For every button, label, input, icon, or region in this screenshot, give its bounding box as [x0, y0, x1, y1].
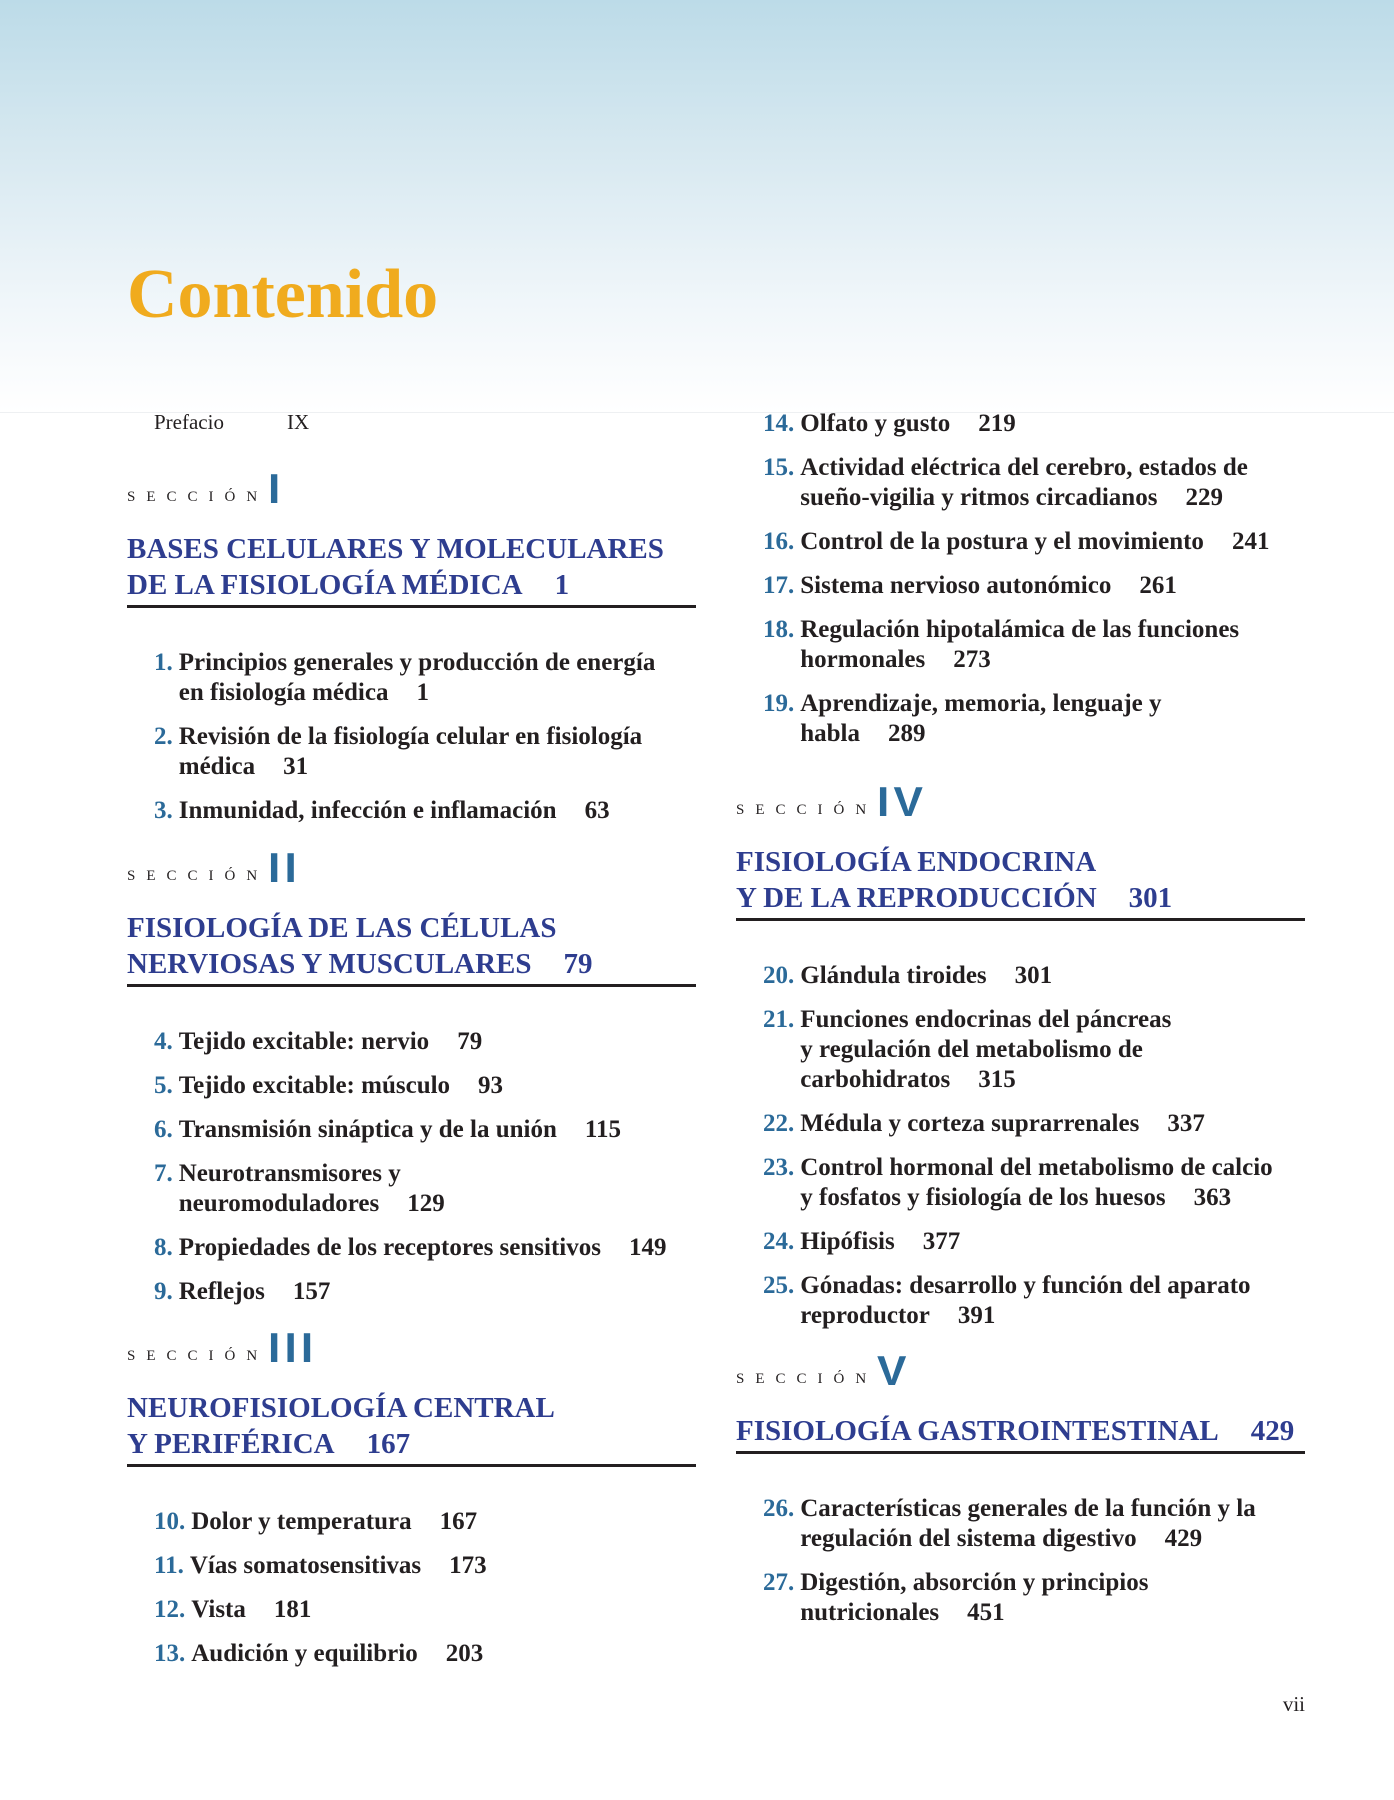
chapter-title-line [190, 1551, 696, 1581]
chapter-title-text: Sistema nervioso autonómico [800, 572, 1112, 599]
section-title[interactable] [736, 1413, 1305, 1454]
chapter-title-text: Revisión de la fisiología celular en fisiología [178, 723, 643, 750]
chapter-entry[interactable] [154, 1027, 696, 1057]
chapter-entry[interactable] [763, 1005, 1305, 1095]
chapter-page: 157 [292, 1278, 331, 1305]
chapter-number: 18. [763, 616, 795, 643]
chapter-page: 241 [1231, 528, 1270, 555]
preface-page: IX [287, 410, 310, 434]
preface-entry [154, 409, 310, 435]
chapter-number: 4. [154, 1028, 173, 1055]
chapter-number: 10. [154, 1508, 186, 1535]
chapter-title-line [800, 527, 1305, 557]
section-title[interactable] [127, 1390, 696, 1467]
chapter-entry[interactable] [154, 648, 696, 708]
chapter-page: 219 [978, 410, 1016, 437]
chapter-title [179, 648, 696, 708]
section-label [736, 778, 1305, 825]
section-title-line [736, 844, 1305, 880]
chapter-title-line [800, 409, 1305, 439]
section-title[interactable] [127, 531, 696, 608]
section-title-line [127, 531, 696, 567]
section-title-text: FISIOLOGÍA GASTROINTESTINAL [736, 1415, 1219, 1447]
chapter-page: 79 [457, 1028, 483, 1055]
chapter-title-text: Actividad eléctrica del cerebro, estados de [800, 454, 1248, 481]
section-word: SECCIÓN [736, 802, 878, 818]
chapter-title [800, 1005, 1305, 1095]
chapter-list [127, 1507, 696, 1669]
chapter-page: 429 [1164, 1525, 1203, 1552]
chapter-entry[interactable] [154, 722, 696, 782]
toc-section [127, 465, 696, 840]
chapter-title-line [800, 1598, 1305, 1628]
chapter-number: 5. [154, 1072, 173, 1099]
chapter-title-text: Características generales de la función y la [800, 1495, 1256, 1522]
chapter-title-text: Regulación hipotalámica de las funciones [800, 616, 1240, 643]
chapter-title-line [800, 1153, 1305, 1183]
chapter-title-line [191, 1595, 696, 1625]
chapter-title-line [800, 571, 1305, 601]
chapter-list [127, 648, 696, 826]
chapter-title [179, 1071, 696, 1101]
chapter-title-text: Reflejos [178, 1278, 265, 1305]
chapter-title [191, 1507, 696, 1537]
chapter-title-line [179, 752, 696, 782]
chapter-title-text: Principios generales y producción de energía [178, 649, 656, 676]
section-numeral: III [268, 1324, 318, 1371]
chapter-title-text: Glándula tiroides [800, 962, 987, 989]
chapter-page: 451 [967, 1599, 1005, 1626]
chapter-number: 22. [763, 1110, 795, 1137]
chapter-entry[interactable] [763, 689, 1305, 749]
chapter-entry[interactable] [763, 1109, 1305, 1139]
chapter-entry[interactable] [154, 1233, 696, 1263]
chapter-entry[interactable] [763, 453, 1305, 513]
chapter-title-text: Neurotransmisores y [178, 1160, 401, 1187]
chapter-title [190, 1551, 696, 1581]
chapter-number: 15. [763, 454, 795, 481]
chapter-entry[interactable] [763, 1568, 1305, 1628]
chapter-title [179, 1115, 696, 1145]
chapter-title-text: nutricionales [800, 1599, 940, 1626]
chapter-entry[interactable] [763, 409, 1305, 439]
chapter-title [800, 689, 1305, 749]
section-title-line [127, 567, 696, 603]
chapter-title-line [179, 678, 696, 708]
section-numeral: V [877, 1347, 911, 1394]
chapter-title-line [191, 1507, 696, 1537]
chapter-list [736, 961, 1305, 1331]
chapter-title [800, 1227, 1305, 1257]
chapter-title [800, 409, 1305, 439]
chapter-page: 1 [416, 679, 429, 706]
chapter-title-line [800, 1524, 1305, 1554]
toc-section [736, 1347, 1305, 1642]
chapter-title-line [179, 722, 696, 752]
chapter-number: 6. [154, 1116, 173, 1143]
chapter-title-text: Vista [191, 1596, 246, 1623]
chapter-title-line [179, 1027, 696, 1057]
chapter-title-line [179, 1233, 696, 1263]
section-title-text: FISIOLOGÍA DE LAS CÉLULAS [127, 912, 557, 944]
chapter-title-text: y regulación del metabolismo de [800, 1036, 1143, 1063]
chapter-entry[interactable] [763, 571, 1305, 601]
chapter-entry[interactable] [154, 1071, 696, 1101]
chapter-entry[interactable] [763, 527, 1305, 557]
chapter-number: 12. [154, 1596, 186, 1623]
header-gradient [0, 0, 1394, 413]
chapter-page: 363 [1193, 1184, 1232, 1211]
chapter-page: 337 [1167, 1110, 1205, 1137]
chapter-title-line [800, 1005, 1305, 1035]
chapter-number: 13. [154, 1640, 186, 1667]
chapter-title-text: neuromoduladores [178, 1190, 380, 1217]
chapter-page: 93 [478, 1072, 504, 1099]
toc-section [127, 844, 696, 1321]
chapter-title [800, 571, 1305, 601]
section-word: SECCIÓN [736, 1371, 878, 1387]
chapter-title-line [800, 1109, 1305, 1139]
chapter-list [736, 409, 1305, 749]
chapter-number: 3. [154, 797, 173, 824]
chapter-title-text: Audición y equilibrio [191, 1640, 418, 1667]
section-title[interactable] [127, 910, 696, 987]
chapter-title-text: carbohidratos [800, 1066, 951, 1093]
chapter-title-text: hormonales [800, 646, 926, 673]
chapter-title-text: en fisiología médica [178, 679, 389, 706]
chapter-title [800, 453, 1305, 513]
toc-section [736, 778, 1305, 1345]
chapter-title [800, 1109, 1305, 1139]
chapter-title [800, 1568, 1305, 1628]
chapter-entry[interactable] [154, 1639, 696, 1669]
chapter-title-text: Tejido excitable: músculo [178, 1072, 451, 1099]
page-title: Contenido [127, 256, 439, 333]
chapter-title-text: reproductor [800, 1302, 930, 1329]
section-numeral: II [268, 844, 302, 891]
chapter-title [179, 1027, 696, 1057]
chapter-title-line [800, 1035, 1305, 1065]
chapter-title [800, 615, 1305, 675]
chapter-title-line [800, 1301, 1305, 1331]
chapter-title-line [800, 615, 1305, 645]
chapter-title-line [800, 961, 1305, 991]
chapter-title-line [800, 1227, 1305, 1257]
chapter-entry[interactable] [763, 1271, 1305, 1331]
section-page: 167 [366, 1428, 411, 1460]
chapter-number: 27. [763, 1569, 795, 1596]
chapter-number: 23. [763, 1154, 795, 1181]
chapter-page: 377 [922, 1228, 961, 1255]
chapter-page: 229 [1185, 484, 1223, 511]
chapter-title-text: habla [800, 720, 861, 747]
chapter-entry[interactable] [763, 961, 1305, 991]
chapter-number: 2. [154, 723, 173, 750]
section-page: 1 [554, 569, 570, 601]
chapter-list [736, 1494, 1305, 1628]
section-label [127, 1324, 696, 1371]
chapter-title-line [179, 796, 696, 826]
section-title-text: DE LA FISIOLOGÍA MÉDICA [127, 569, 523, 601]
chapter-number: 8. [154, 1234, 173, 1261]
chapter-page: 289 [888, 720, 926, 747]
preface-label: Prefacio [154, 410, 224, 434]
section-page: 429 [1250, 1415, 1295, 1447]
chapter-number: 11. [154, 1552, 184, 1579]
chapter-title [191, 1595, 696, 1625]
chapter-entry[interactable] [763, 1227, 1305, 1257]
chapter-title [800, 961, 1305, 991]
chapter-title-line [191, 1639, 696, 1669]
section-title-line [127, 1426, 696, 1462]
chapter-title-line [800, 1183, 1305, 1213]
chapter-title-text: Propiedades de los receptores sensitivos [178, 1234, 601, 1261]
chapter-entry[interactable] [154, 796, 696, 826]
section-title-text: NERVIOSAS Y MUSCULARES [127, 948, 532, 980]
chapter-page: 273 [953, 646, 991, 673]
chapter-title-text: regulación del sistema digestivo [800, 1525, 1137, 1552]
chapter-entry[interactable] [154, 1115, 696, 1145]
chapter-page: 129 [407, 1190, 445, 1217]
chapter-page: 391 [957, 1302, 996, 1329]
section-title-line [127, 1390, 696, 1426]
chapter-page: 31 [283, 753, 309, 780]
chapter-entry[interactable] [154, 1551, 696, 1581]
chapter-number: 16. [763, 528, 795, 555]
chapter-title-text: y fosfatos y fisiología de los huesos [800, 1184, 1166, 1211]
chapter-page: 301 [1014, 962, 1053, 989]
chapter-title-line [800, 719, 1305, 749]
chapter-entry[interactable] [154, 1159, 696, 1219]
chapter-number: 21. [763, 1006, 795, 1033]
section-word: SECCIÓN [127, 489, 269, 505]
chapter-title-text: Control hormonal del metabolismo de calcio [800, 1154, 1273, 1181]
section-title[interactable] [736, 844, 1305, 921]
section-title-text: Y DE LA REPRODUCCIÓN [736, 882, 1097, 914]
chapter-page: 63 [584, 797, 610, 824]
section-title-text: NEUROFISIOLOGÍA CENTRAL [127, 1392, 555, 1424]
section-word: SECCIÓN [127, 868, 269, 884]
chapter-title [800, 1153, 1305, 1213]
chapter-title-text: Dolor y temperatura [191, 1508, 412, 1535]
section-title-line [736, 880, 1305, 916]
section-numeral: IV [877, 778, 928, 825]
chapter-entry[interactable] [763, 1494, 1305, 1554]
chapter-page: 181 [273, 1596, 312, 1623]
section-page: 301 [1128, 882, 1173, 914]
section-word: SECCIÓN [127, 1348, 269, 1364]
chapter-number: 24. [763, 1228, 795, 1255]
chapter-title-text: Transmisión sináptica y de la unión [178, 1116, 557, 1143]
section-label [127, 465, 696, 512]
chapter-title-text: Funciones endocrinas del páncreas [800, 1006, 1172, 1033]
chapter-title [800, 1271, 1305, 1331]
chapter-title-text: Digestión, absorción y principios [800, 1569, 1149, 1596]
toc-section [127, 1324, 696, 1683]
chapter-title-line [179, 1189, 696, 1219]
chapter-title-line [800, 453, 1305, 483]
section-title-text: BASES CELULARES Y MOLECULARES [127, 533, 664, 565]
chapter-title-text: Olfato y gusto [800, 410, 951, 437]
chapter-title-text: Control de la postura y el movimiento [800, 528, 1204, 555]
chapter-page: 261 [1139, 572, 1177, 599]
section-label [736, 1347, 1305, 1394]
chapter-title-text: Gónadas: desarrollo y función del aparato [800, 1272, 1251, 1299]
chapter-page: 115 [584, 1116, 621, 1143]
chapter-entry[interactable] [763, 1153, 1305, 1213]
page-number: vii [1282, 1692, 1305, 1716]
chapter-page: 203 [445, 1640, 484, 1667]
chapter-title-line [800, 1065, 1305, 1095]
chapter-title-line [800, 689, 1305, 719]
chapter-number: 26. [763, 1495, 795, 1522]
chapter-entry[interactable] [154, 1507, 696, 1537]
chapter-title-line [179, 648, 696, 678]
chapter-title [800, 527, 1305, 557]
chapter-entry[interactable] [154, 1277, 696, 1307]
section-numeral: I [268, 465, 285, 512]
chapter-title [191, 1639, 696, 1669]
chapter-title-line [800, 1494, 1305, 1524]
section-label [127, 844, 696, 891]
toc-section [736, 409, 1305, 763]
chapter-title-line [179, 1159, 696, 1189]
section-page: 79 [563, 948, 593, 980]
chapter-title-text: Hipófisis [800, 1228, 895, 1255]
chapter-title-text: Inmunidad, infección e inflamación [178, 797, 557, 824]
chapter-title [179, 1233, 696, 1263]
chapter-title [179, 1159, 696, 1219]
section-title-line [127, 910, 696, 946]
chapter-title-line [800, 483, 1305, 513]
chapter-number: 7. [154, 1160, 173, 1187]
chapter-list [127, 1027, 696, 1307]
chapter-number: 20. [763, 962, 795, 989]
chapter-title-line [800, 1568, 1305, 1598]
chapter-page: 173 [449, 1552, 487, 1579]
chapter-title-text: Aprendizaje, memoria, lenguaje y [800, 690, 1162, 717]
chapter-title-text: sueño-vigilia y ritmos circadianos [800, 484, 1158, 511]
chapter-number: 17. [763, 572, 795, 599]
chapter-number: 9. [154, 1278, 173, 1305]
chapter-number: 25. [763, 1272, 795, 1299]
chapter-title-line [800, 645, 1305, 675]
chapter-title [179, 1277, 696, 1307]
chapter-title [179, 796, 696, 826]
chapter-page: 315 [978, 1066, 1016, 1093]
chapter-page: 149 [628, 1234, 667, 1261]
section-title-text: FISIOLOGÍA ENDOCRINA [736, 846, 1097, 878]
chapter-title-line [800, 1271, 1305, 1301]
chapter-title-line [179, 1277, 696, 1307]
chapter-title-text: médica [178, 753, 256, 780]
chapter-title-line [179, 1115, 696, 1145]
chapter-title-text: Vías somatosensitivas [189, 1552, 422, 1579]
chapter-title-text: Médula y corteza suprarrenales [800, 1110, 1140, 1137]
chapter-entry[interactable] [763, 615, 1305, 675]
chapter-number: 14. [763, 410, 795, 437]
chapter-number: 19. [763, 690, 795, 717]
chapter-title [179, 722, 696, 782]
chapter-title-line [179, 1071, 696, 1101]
chapter-title-text: Tejido excitable: nervio [178, 1028, 430, 1055]
chapter-title [800, 1494, 1305, 1554]
chapter-entry[interactable] [154, 1595, 696, 1625]
chapter-page: 167 [439, 1508, 478, 1535]
chapter-number: 1. [154, 649, 173, 676]
section-title-line [736, 1413, 1305, 1449]
section-title-text: Y PERIFÉRICA [127, 1428, 335, 1460]
section-title-line [127, 946, 696, 982]
